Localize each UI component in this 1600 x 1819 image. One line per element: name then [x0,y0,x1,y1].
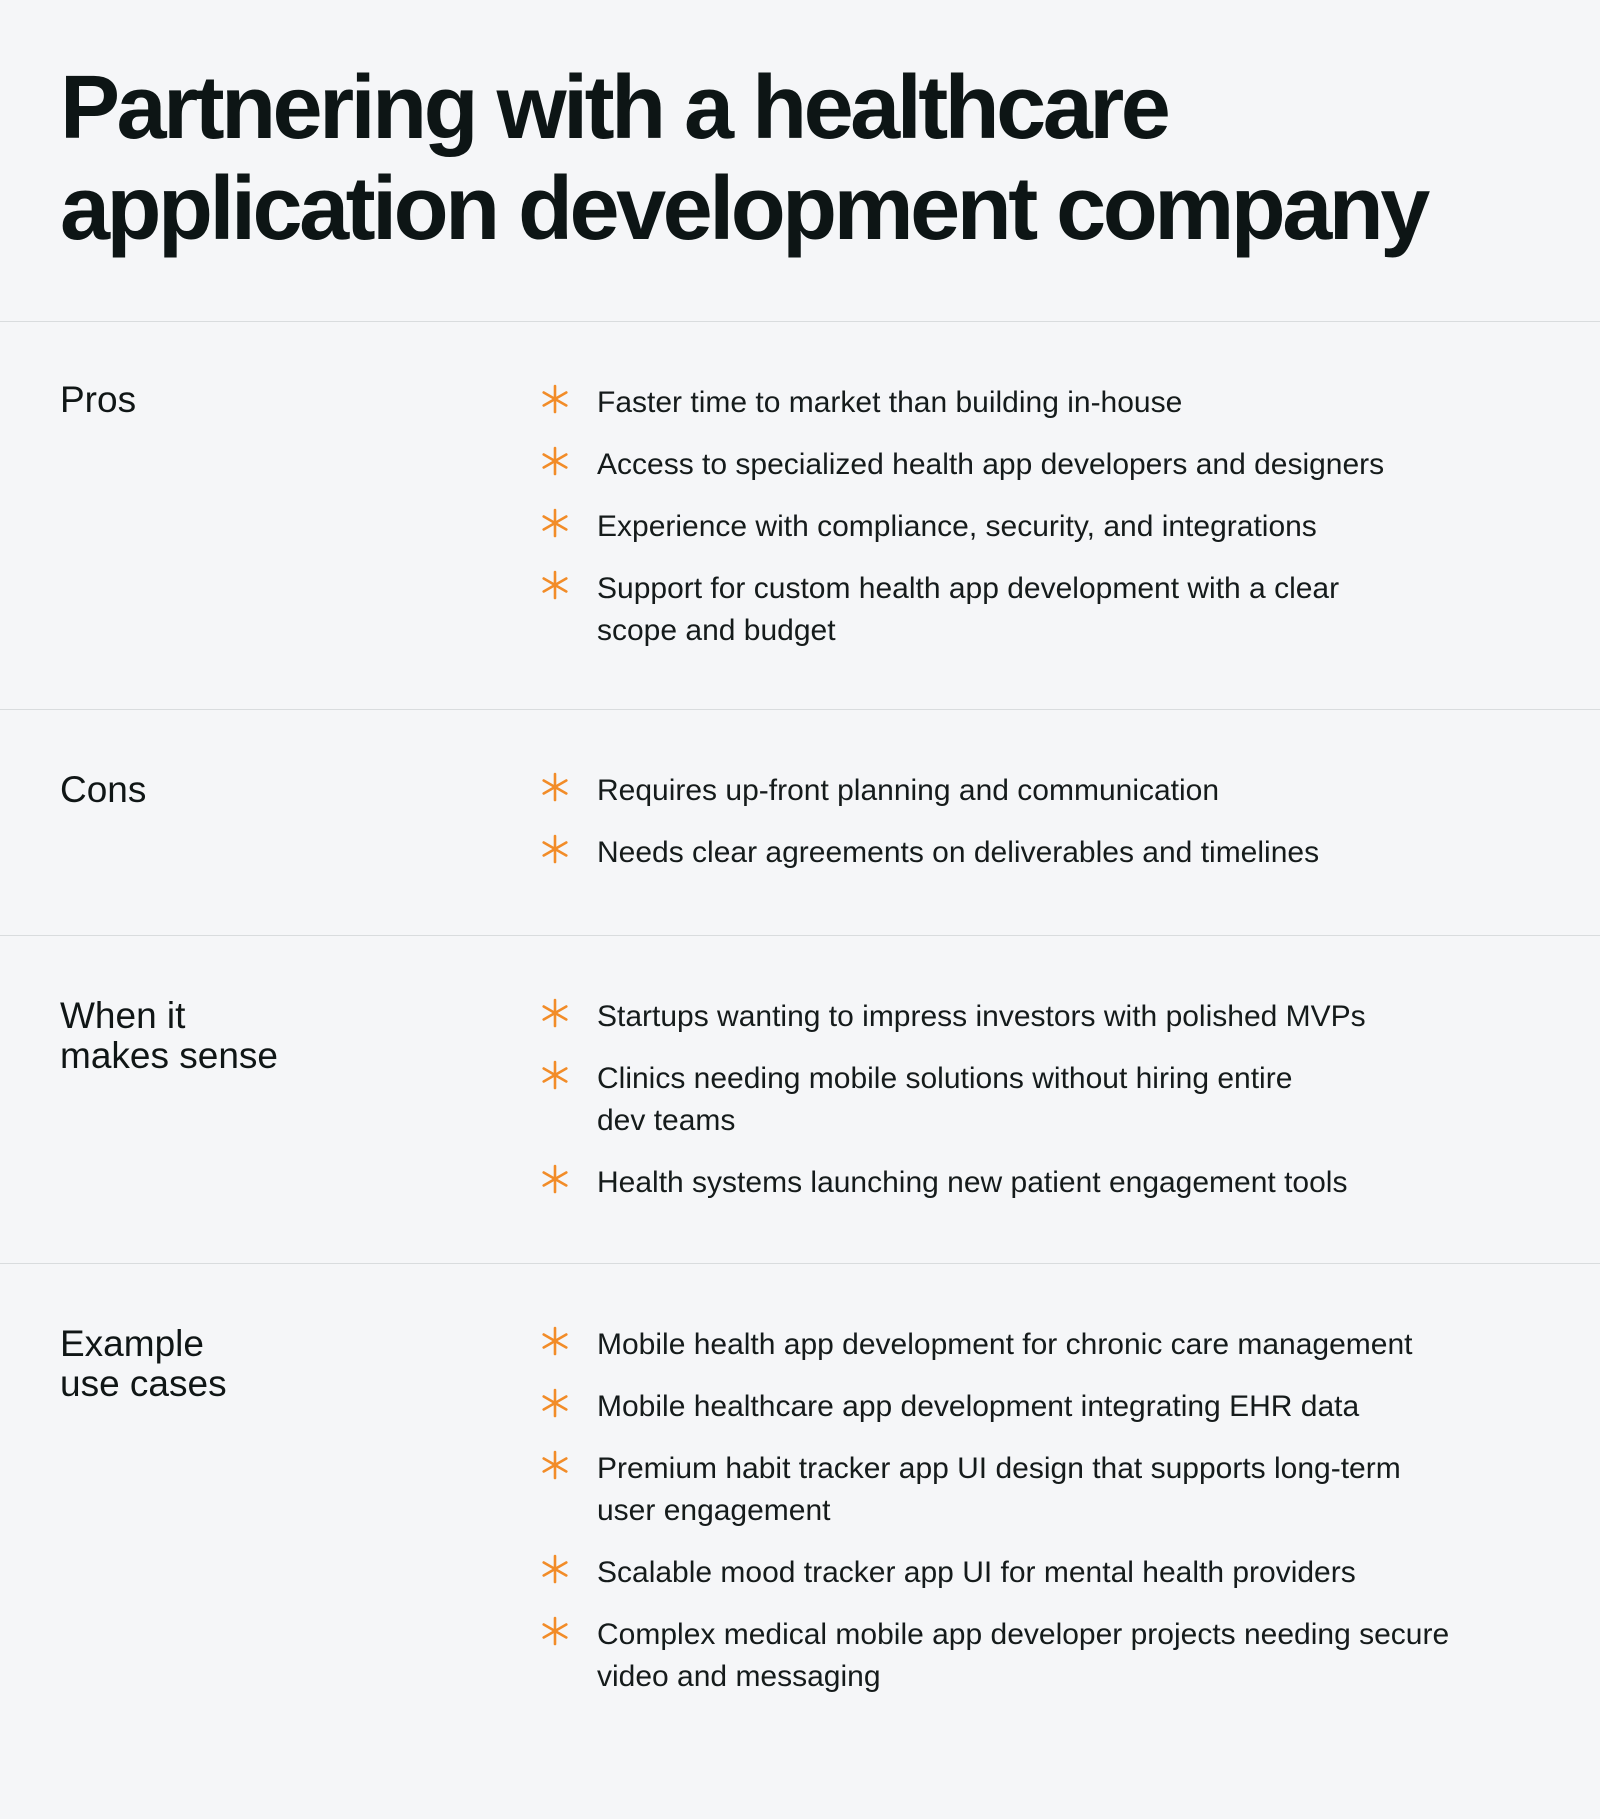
asterisk-icon [540,570,570,600]
list-item-text: Health systems launching new patient engagement tools [597,1166,1348,1199]
asterisk-icon [540,508,570,538]
page-title-line-2: application development company [60,159,1427,259]
list-item-text: Access to specialized health app developers and designers [597,448,1385,481]
list-item [540,996,1580,1038]
section-label-line: makes sense [60,1035,278,1076]
list-item [540,1448,1580,1532]
list-item-text: Mobile health app development for chronic care management [597,1328,1413,1361]
section-cons [0,709,1600,936]
cons-list [540,770,1580,894]
list-item [540,506,1580,548]
list-item-text: Support for custom health app development with a clear scope and budget [597,572,1340,647]
asterisk-icon [540,1554,570,1584]
section-pros [0,321,1600,710]
list-item-text: Requires up-front planning and communication [597,774,1220,807]
list-item [540,770,1580,812]
list-item-text: Complex medical mobile app developer projects needing secure video and messaging [597,1618,1450,1693]
asterisk-icon [540,1060,570,1090]
asterisk-icon [540,1164,570,1194]
asterisk-icon [540,1388,570,1418]
asterisk-icon [540,1450,570,1480]
asterisk-icon [540,834,570,864]
list-item-text: Startups wanting to impress investors with polished MVPs [597,1000,1366,1033]
list-item-text: Needs clear agreements on deliverables and timelines [597,836,1320,869]
list-item [540,832,1580,874]
list-item [540,1552,1580,1594]
asterisk-icon [540,998,570,1028]
list-item [540,1162,1580,1204]
section-label-cons [60,770,146,810]
list-item [540,1324,1580,1366]
when-list [540,996,1580,1224]
section-label-when [60,996,278,1076]
section-example-use-cases [0,1263,1600,1819]
list-item-text: Clinics needing mobile solutions without hiring entire dev teams [597,1062,1293,1137]
section-when-it-makes-sense [0,935,1600,1264]
asterisk-icon [540,1616,570,1646]
list-item [540,1614,1580,1698]
page-title-line-1: Partnering with a healthcare [60,58,1168,158]
list-item-text: Scalable mood tracker app UI for mental health providers [597,1556,1356,1589]
pros-list [540,382,1580,672]
list-item-text: Faster time to market than building in-house [597,386,1183,419]
section-label-line: Example [60,1323,204,1364]
list-item-text: Premium habit tracker app UI design that supports long-term user engagement [597,1452,1401,1527]
list-item [540,1386,1580,1428]
section-label-pros [60,380,136,420]
list-item [540,382,1580,424]
section-label-line: use cases [60,1363,227,1404]
asterisk-icon [540,1326,570,1356]
list-item [540,568,1580,652]
list-item [540,1058,1580,1142]
list-item-text: Mobile healthcare app development integrating EHR data [597,1390,1360,1423]
asterisk-icon [540,446,570,476]
asterisk-icon [540,772,570,802]
list-item [540,444,1580,486]
examples-list [540,1324,1580,1718]
section-label-examples [60,1324,227,1404]
section-label-line: Pros [60,379,137,420]
list-item-text: Experience with compliance, security, and integrations [597,510,1317,543]
section-label-line: Cons [60,769,147,810]
asterisk-icon [540,384,570,414]
page-title [60,58,1560,260]
section-label-line: When it [60,995,186,1036]
